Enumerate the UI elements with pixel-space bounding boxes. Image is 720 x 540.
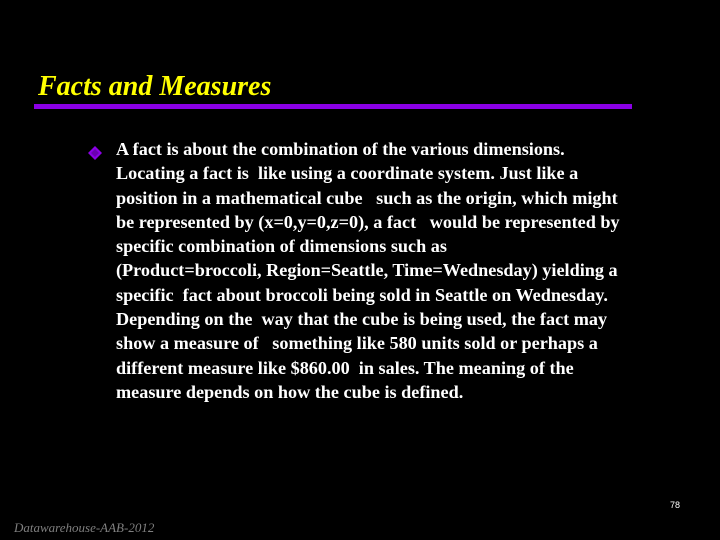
body-line: specific combination of dimensions such as [116, 236, 447, 257]
page-number: 78 [670, 500, 681, 510]
body-line: A fact is about the combination of the various dimensions. [116, 139, 565, 159]
body-line: Depending on the way that the cube is being used, the fact may [116, 309, 608, 330]
title-underline-divider [34, 104, 632, 109]
body-line: (Product=broccoli, Region=Seattle, Time=Wednesday) yielding a [116, 260, 618, 281]
footer-text: Datawarehouse-AAB-2012 [14, 520, 155, 535]
body-line: measure depends on how the cube is defined. [116, 381, 464, 402]
body-line: show a measure of something like 580 units sold or perhaps a [116, 333, 598, 354]
body-line: position in a mathematical cube such as the origin, which might [116, 187, 618, 208]
slide-title: Facts and Measures [38, 71, 272, 102]
diamond-bullet-icon [88, 146, 102, 160]
body-line: be represented by (x=0,y=0,z=0), a fact would be represented by [116, 211, 620, 232]
body-line: specific fact about broccoli being sold in Seattle on Wednesday. [116, 284, 608, 305]
body-line: Locating a fact is like using a coordinate system. Just like a [116, 163, 579, 184]
bullet-paragraph [116, 137, 701, 404]
body-line: different measure like $860.00 in sales. The meaning of the [116, 357, 574, 378]
